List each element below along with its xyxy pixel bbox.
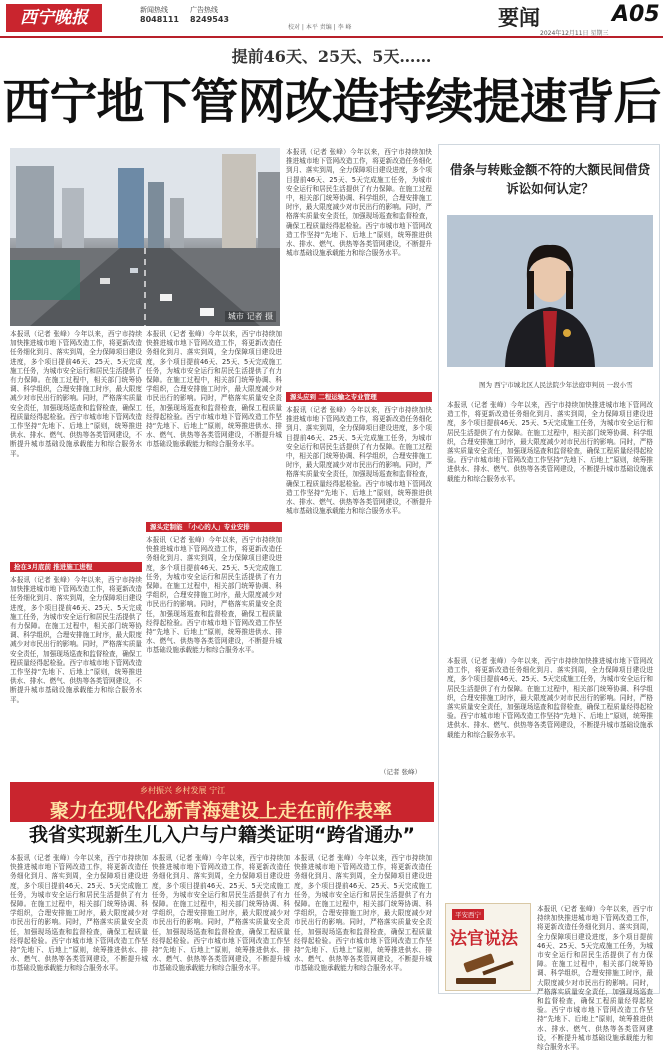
newspaper-logo: 西宁晚报 — [6, 4, 102, 32]
article-subhead-2: 源头定制能 「小心的人」专业安排 — [146, 522, 282, 532]
article-column-1b: 本报讯（记者 张峰）今年以来，西宁市持续加快推进城市地下管网改造工作，将更新改造任务细化到月、落实到周，全力保障项目建设进度，多个项目提前46天、25天、5天完成施工任务，为城市安全运行和居民生活提供了有力保障。在施工过程中，相关部门统筹协调、科学组织，合理安排施工时序，最大限度减少对市民出行的影响。同时，严格落实质量安全责任，加强现场巡查和监督检查，确保工程质量经得起检验。西宁市城市地下管网改造工作坚持“先地下、后地上”原则，统筹推进供水、排水、燃气、供热等各类管网建设，不断提升城市基础设施承载能力和综合服务水平。 — [10, 576, 142, 704]
section-name: 要闻 — [498, 6, 540, 30]
judge-portrait — [447, 215, 653, 367]
article-column-2: 本报讯（记者 张峰）今年以来，西宁市持续加快推进城市地下管网改造工作，将更新改造任务细化到月、落实到周，全力保障项目建设进度，多个项目提前46天、25天、5天完成施工任务，为城市安全运行和居民生活提供了有力保障。在施工过程中，相关部门统筹协调、科学组织，合理安排施工时序，最大限度减少对市民出行的影响。同时，严格落实质量安全责任，加强现场巡查和监督检查，确保工程质量经得起检验。西宁市城市地下管网改造工作坚持“先地下、后地上”原则，统筹推进供水、排水、燃气、供热等各类管网建设，不断提升城市基础设施承载能力和综合服务水平。 — [146, 330, 282, 449]
news-hotline-label: 新闻热线 — [140, 6, 168, 14]
page-number: A05 — [612, 2, 660, 27]
gavel-icon — [446, 948, 530, 988]
slogan-banner — [10, 782, 434, 822]
second-article-headline: 我省实现新生儿入户与户籍类证明“跨省通办” — [29, 824, 415, 846]
article-column-3b: 本报讯（记者 张峰）今年以来，西宁市持续加快推进城市地下管网改造工作，将更新改造任务细化到月、落实到周，全力保障项目建设进度，多个项目提前46天、25天、5天完成施工任务，为城市安全运行和居民生活提供了有力保障。在施工过程中，相关部门统筹协调、科学组织，合理安排施工时序，最大限度减少对市民出行的影响。同时，严格落实质量安全责任，加强现场巡查和监督检查，确保工程质量经得起检验。西宁市城市地下管网改造工作坚持“先地下、后地上”原则，统筹推进供水、排水、燃气、供热等各类管网建设，不断提升城市基础设施承载能力和综合服务水平。 — [286, 406, 432, 516]
ad-hotline-number: 8249543 — [190, 15, 229, 24]
masthead — [0, 0, 663, 38]
legal-talk-logo-tag: 平安西宁 — [452, 909, 484, 920]
banner-slogan: 聚力在现代化新青海建设上走在前作表率 — [50, 800, 393, 822]
article-column-3: 本报讯（记者 张峰）今年以来，西宁市持续加快推进城市地下管网改造工作，将更新改造任务细化到月、落实到周，全力保障项目建设进度，多个项目提前46天、25天、5天完成施工任务，为城市安全运行和居民生活提供了有力保障。在施工过程中，相关部门统筹协调、科学组织，合理安排施工时序，最大限度减少对市民出行的影响。同时，严格落实质量安全责任，加强现场巡查和监督检查，确保工程质量经得起检验。西宁市城市地下管网改造工作坚持“先地下、后地上”原则，统筹推进供水、排水、燃气、供热等各类管网建设，不断提升城市基础设施承载能力和综合服务水平。 — [286, 148, 432, 258]
article-headline: 西宁地下管网改造持续提速背后 — [2, 74, 661, 130]
city-street-photo — [10, 148, 280, 326]
article-subhead-1: 抢在3月底前 推进施工进程 — [10, 562, 142, 572]
editor-line: 校对 | 本平 责编 | 李 峰 — [288, 24, 352, 31]
article-byline: （记者 张峰） — [380, 768, 422, 776]
judge-portrait-illustration — [447, 215, 653, 367]
ad-hotline-label: 广告热线 — [190, 6, 218, 14]
photo-caption: 城市 记者 摄 — [225, 311, 276, 322]
second-article-column-3: 本报讯（记者 张峰）今年以来，西宁市持续加快推进城市地下管网改造工作，将更新改造任务细化到月、落实到周，全力保障项目建设进度，多个项目提前46天、25天、5天完成施工任务，为城市安全运行和居民生活提供了有力保障。在施工过程中，相关部门统筹协调、科学组织，合理安排施工时序，最大限度减少对市民出行的影响。同时，严格落实质量安全责任，加强现场巡查和监督检查，确保工程质量经得起检验。西宁市城市地下管网改造工作坚持“先地下、后地上”原则，统筹推进供水、排水、燃气、供热等各类管网建设，不断提升城市基础设施承载能力和综合服务水平。 — [294, 854, 432, 973]
ad-hotline — [190, 6, 229, 24]
sidebar-title: 借条与转账金额不符的大额民间借贷诉讼如何认定？ — [449, 162, 650, 196]
legal-column-sidebar — [438, 144, 660, 1052]
article-column-2b: 本报讯（记者 张峰）今年以来，西宁市持续加快推进城市地下管网改造工作，将更新改造任务细化到月、落实到周，全力保障项目建设进度，多个项目提前46天、25天、5天完成施工任务，为城市安全运行和居民生活提供了有力保障。在施工过程中，相关部门统筹协调、科学组织，合理安排施工时序，最大限度减少对市民出行的影响。同时，严格落实质量安全责任，加强现场巡查和监督检查，确保工程质量经得起检验。西宁市城市地下管网改造工作坚持“先地下、后地上”原则，统筹推进供水、排水、燃气、供热等各类管网建设，不断提升城市基础设施承载能力和综合服务水平。 — [146, 536, 282, 655]
banner-tagline: 乡村振兴 乡村发展 宁江 — [140, 786, 226, 795]
article-kicker: 提前46天、25天、5天…… — [231, 47, 432, 66]
issue-date: 2024年12月11日 星期三 — [540, 30, 609, 37]
sidebar-text-2: 本报讯（记者 张峰）今年以来，西宁市持续加快推进城市地下管网改造工作，将更新改造任务细化到月、落实到周，全力保障项目建设进度，多个项目提前46天、25天、5天完成施工任务，为城市安全运行和居民生活提供了有力保障。在施工过程中，相关部门统筹协调、科学组织，合理安排施工时序，最大限度减少对市民出行的影响。同时，严格落实质量安全责任，加强现场巡查和监督检查，确保工程质量经得起检验。西宁市城市地下管网改造工作坚持“先地下、后地上”原则，统筹推进供水、排水、燃气、供热等各类管网建设，不断提升城市基础设施承载能力和综合服务水平。 — [447, 657, 653, 739]
cityscape-illustration — [10, 148, 280, 326]
sidebar-photo-caption: 图为 西宁市城北区人民法院少年法庭审判员 一段小雪 — [479, 381, 633, 389]
article-subhead-3: 源头应到 二程运输之专业管理 — [286, 392, 432, 402]
news-hotline-number: 8048111 — [140, 15, 179, 24]
second-article-column-1: 本报讯（记者 张峰）今年以来，西宁市持续加快推进城市地下管网改造工作，将更新改造任务细化到月、落实到周，全力保障项目建设进度，多个项目提前46天、25天、5天完成施工任务，为城市安全运行和居民生活提供了有力保障。在施工过程中，相关部门统筹协调、科学组织，合理安排施工时序，最大限度减少对市民出行的影响。同时，严格落实质量安全责任，加强现场巡查和监督检查，确保工程质量经得起检验。西宁市城市地下管网改造工作坚持“先地下、后地上”原则，统筹推进供水、排水、燃气、供热等各类管网建设，不断提升城市基础设施承载能力和综合服务水平。 — [10, 854, 148, 973]
sidebar-text-1: 本报讯（记者 张峰）今年以来，西宁市持续加快推进城市地下管网改造工作，将更新改造任务细化到月、落实到周，全力保障项目建设进度，多个项目提前46天、25天、5天完成施工任务，为城市安全运行和居民生活提供了有力保障。在施工过程中，相关部门统筹协调、科学组织，合理安排施工时序，最大限度减少对市民出行的影响。同时，严格落实质量安全责任，加强现场巡查和监督检查，确保工程质量经得起检验。西宁市城市地下管网改造工作坚持“先地下、后地上”原则，统筹推进供水、排水、燃气、供热等各类管网建设，不断提升城市基础设施承载能力和综合服务水平。 — [447, 401, 653, 483]
sidebar-text-3: 本报讯（记者 张峰）今年以来，西宁市持续加快推进城市地下管网改造工作，将更新改造任务细化到月、落实到周，全力保障项目建设进度，多个项目提前46天、25天、5天完成施工任务，为城市安全运行和居民生活提供了有力保障。在施工过程中，相关部门统筹协调、科学组织，合理安排施工时序，最大限度减少对市民出行的影响。同时，严格落实质量安全责任，加强现场巡查和监督检查，确保工程质量经得起检验。西宁市城市地下管网改造工作坚持“先地下、后地上”原则，统筹推进供水、排水、燃气、供热等各类管网建设，不断提升城市基础设施承载能力和综合服务水平。 — [537, 905, 653, 1052]
legal-talk-logo-title: 法官说法 — [450, 929, 518, 949]
legal-talk-logo — [445, 903, 531, 991]
article-column-1: 本报讯（记者 张峰）今年以来，西宁市持续加快推进城市地下管网改造工作，将更新改造任务细化到月、落实到周，全力保障项目建设进度，多个项目提前46天、25天、5天完成施工任务，为城市安全运行和居民生活提供了有力保障。在施工过程中，相关部门统筹协调、科学组织，合理安排施工时序，最大限度减少对市民出行的影响。同时，严格落实质量安全责任，加强现场巡查和监督检查，确保工程质量经得起检验。西宁市城市地下管网改造工作坚持“先地下、后地上”原则，统筹推进供水、排水、燃气、供热等各类管网建设，不断提升城市基础设施承载能力和综合服务水平。 — [10, 330, 142, 458]
news-hotline — [140, 6, 179, 24]
second-article-column-2: 本报讯（记者 张峰）今年以来，西宁市持续加快推进城市地下管网改造工作，将更新改造任务细化到月、落实到周，全力保障项目建设进度，多个项目提前46天、25天、5天完成施工任务，为城市安全运行和居民生活提供了有力保障。在施工过程中，相关部门统筹协调、科学组织，合理安排施工时序，最大限度减少对市民出行的影响。同时，严格落实质量安全责任，加强现场巡查和监督检查，确保工程质量经得起检验。西宁市城市地下管网改造工作坚持“先地下、后地上”原则，统筹推进供水、排水、燃气、供热等各类管网建设，不断提升城市基础设施承载能力和综合服务水平。 — [152, 854, 290, 973]
